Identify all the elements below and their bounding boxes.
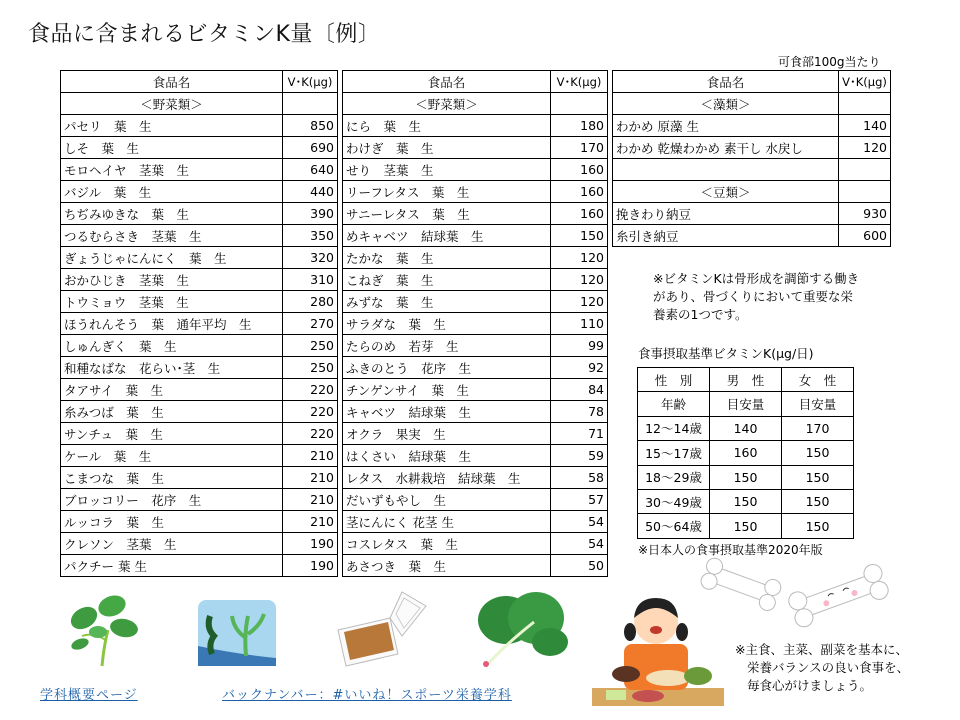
vk-value: 210 — [283, 511, 338, 533]
table-row — [343, 291, 608, 313]
header-vk-unit: V･K(μg) — [551, 71, 608, 93]
vk-value: 110 — [551, 313, 608, 335]
food-name: つるむらさき 茎葉 生 — [61, 225, 283, 247]
table-row — [613, 225, 891, 247]
table-row — [343, 335, 608, 357]
food-name: 糸みつば 葉 生 — [61, 401, 283, 423]
male-value: 150 — [710, 465, 782, 489]
bone-characters-illustration — [700, 554, 890, 634]
balanced-meal-line-2: 栄養バランスの良い食事を、 — [747, 660, 910, 675]
vk-value: 150 — [551, 225, 608, 247]
vk-value: 190 — [283, 555, 338, 577]
vk-value: 120 — [551, 291, 608, 313]
food-name: しゅんぎく 葉 生 — [61, 335, 283, 357]
table-row — [613, 137, 891, 159]
table-row — [343, 555, 608, 577]
food-name: 糸引き納豆 — [613, 225, 839, 247]
vitamin-k-table-1 — [60, 70, 338, 577]
vitamin-k-table-2 — [342, 70, 608, 577]
vk-value: 59 — [551, 445, 608, 467]
food-name: サニーレタス 葉 生 — [343, 203, 551, 225]
food-name: めキャベツ 結球葉 生 — [343, 225, 551, 247]
intake-source-note: ※日本人の食事摂取基準2020年版 — [638, 543, 823, 557]
table-row — [343, 489, 608, 511]
food-name: 茎にんにく 花茎 生 — [343, 511, 551, 533]
vk-value: 120 — [551, 247, 608, 269]
food-name: オクラ 果実 生 — [343, 423, 551, 445]
food-name: 和種なばな 花らい･茎 生 — [61, 357, 283, 379]
age: 12～14歳 — [638, 416, 710, 440]
vk-value: 160 — [551, 181, 608, 203]
vk-value: 210 — [283, 445, 338, 467]
food-name: たかな 葉 生 — [343, 247, 551, 269]
vk-value: 350 — [283, 225, 338, 247]
food-name: クレソン 茎葉 生 — [61, 533, 283, 555]
table-row — [61, 137, 338, 159]
header-age: 年齢 — [638, 392, 710, 416]
seaweed-illustration — [196, 598, 278, 670]
table-row — [613, 203, 891, 225]
table-header-row — [61, 71, 338, 93]
category-row — [613, 93, 891, 115]
table-row — [61, 533, 338, 555]
food-name: わかめ 原藻 生 — [613, 115, 839, 137]
food-name: ちぢみゆきな 葉 生 — [61, 203, 283, 225]
table-row — [343, 313, 608, 335]
food-name: パクチー 葉 生 — [61, 555, 283, 577]
female-value: 150 — [782, 489, 854, 513]
intake-header-row — [638, 368, 854, 392]
intake-row — [638, 416, 854, 440]
vk-value: 270 — [283, 313, 338, 335]
vk-value: 250 — [283, 335, 338, 357]
header-food-name: 食品名 — [61, 71, 283, 93]
category-beans: ＜豆類＞ — [613, 181, 839, 203]
table-row — [61, 379, 338, 401]
food-name: はくさい 結球葉 生 — [343, 445, 551, 467]
food-name: ぎょうじゃにんにく 葉 生 — [61, 247, 283, 269]
table-row — [61, 181, 338, 203]
table-row — [343, 203, 608, 225]
vk-value: 220 — [283, 379, 338, 401]
vk-value: 92 — [551, 357, 608, 379]
food-name: しそ 葉 生 — [61, 137, 283, 159]
food-name: せり 茎葉 生 — [343, 159, 551, 181]
vk-value: 390 — [283, 203, 338, 225]
vk-value: 690 — [283, 137, 338, 159]
table-row — [343, 247, 608, 269]
header-food-name: 食品名 — [343, 71, 551, 93]
male-value: 160 — [710, 441, 782, 465]
category-algae: ＜藻類＞ — [613, 93, 839, 115]
vk-value: 140 — [839, 115, 891, 137]
category-vegetables: ＜野菜類＞ — [61, 93, 283, 115]
table-header-row — [343, 71, 608, 93]
vk-value: 930 — [839, 203, 891, 225]
table-row — [61, 555, 338, 577]
header-male: 男 性 — [710, 368, 782, 392]
table-row — [343, 115, 608, 137]
age: 30～49歳 — [638, 489, 710, 513]
vk-value: 600 — [839, 225, 891, 247]
food-name: トウミョウ 茎葉 生 — [61, 291, 283, 313]
table-row — [343, 511, 608, 533]
table-row — [343, 357, 608, 379]
table-header-row — [613, 71, 891, 93]
vk-value: 50 — [551, 555, 608, 577]
vk-value: 640 — [283, 159, 338, 181]
table-row — [343, 445, 608, 467]
vk-value: 99 — [551, 335, 608, 357]
food-name: タアサイ 葉 生 — [61, 379, 283, 401]
header-male-adequate: 目安量 — [710, 392, 782, 416]
female-value: 150 — [782, 465, 854, 489]
category-vegetables: ＜野菜類＞ — [343, 93, 551, 115]
vk-value: 280 — [283, 291, 338, 313]
table-row — [343, 467, 608, 489]
table-row — [61, 401, 338, 423]
vk-value: 310 — [283, 269, 338, 291]
female-value: 150 — [782, 514, 854, 538]
table-row — [613, 115, 891, 137]
food-name: 挽きわり納豆 — [613, 203, 839, 225]
balanced-meal-line-3: 毎食心がけましょう。 — [747, 678, 873, 693]
vk-value: 58 — [551, 467, 608, 489]
food-name: にら 葉 生 — [343, 115, 551, 137]
table-row — [343, 137, 608, 159]
food-name: パセリ 葉 生 — [61, 115, 283, 137]
vk-value: 170 — [551, 137, 608, 159]
food-name: サンチュ 葉 生 — [61, 423, 283, 445]
age: 15～17歳 — [638, 441, 710, 465]
header-sex: 性 別 — [638, 368, 710, 392]
vk-value: 180 — [551, 115, 608, 137]
age: 50～64歳 — [638, 514, 710, 538]
food-name: たらのめ 若芽 生 — [343, 335, 551, 357]
table-row — [61, 269, 338, 291]
table-row — [343, 401, 608, 423]
category-row — [613, 181, 891, 203]
per-100g-note: 可食部100g当たり — [778, 55, 881, 69]
intake-row — [638, 465, 854, 489]
food-name: チンゲンサイ 葉 生 — [343, 379, 551, 401]
department-overview-link[interactable]: 学科概要ページ — [40, 688, 138, 703]
table-row — [61, 313, 338, 335]
table-row — [61, 445, 338, 467]
back-number-link[interactable]: バックナンバー：#いいね！スポーツ栄養学科 — [222, 688, 512, 703]
intake-standard-table — [637, 367, 854, 539]
food-name: こまつな 葉 生 — [61, 467, 283, 489]
intake-row — [638, 514, 854, 538]
vk-value: 78 — [551, 401, 608, 423]
vk-value: 54 — [551, 533, 608, 555]
vk-value: 71 — [551, 423, 608, 445]
vk-value: 160 — [551, 203, 608, 225]
table-row — [61, 159, 338, 181]
balanced-meal-line-1: ※主食、主菜、副菜を基本に、 — [735, 642, 908, 657]
table-row — [61, 357, 338, 379]
food-name: コスレタス 葉 生 — [343, 533, 551, 555]
food-name: レタス 水耕栽培 結球葉 生 — [343, 467, 551, 489]
vk-value: 54 — [551, 511, 608, 533]
food-name: モロヘイヤ 茎葉 生 — [61, 159, 283, 181]
vitamin-k-role-note: ※ビタミンKは骨形成を調節する働きがあり、骨づくりにおいて重要な栄養素の1つです。 — [653, 271, 860, 322]
food-name: おかひじき 茎葉 生 — [61, 269, 283, 291]
vk-value: 57 — [551, 489, 608, 511]
table-row — [61, 291, 338, 313]
food-name: ケール 葉 生 — [61, 445, 283, 467]
food-name: わけぎ 葉 生 — [343, 137, 551, 159]
vk-value: 210 — [283, 467, 338, 489]
food-name: ほうれんそう 葉 通年平均 生 — [61, 313, 283, 335]
header-vk-unit: V･K(μg) — [839, 71, 891, 93]
header-vk-unit: V･K(μg) — [283, 71, 338, 93]
food-name: ルッコラ 葉 生 — [61, 511, 283, 533]
vk-value: 84 — [551, 379, 608, 401]
table-row — [61, 423, 338, 445]
table-row — [343, 533, 608, 555]
food-name: キャベツ 結球葉 生 — [343, 401, 551, 423]
balanced-meal-note — [735, 641, 909, 695]
intake-subheader-row — [638, 392, 854, 416]
header-food-name: 食品名 — [613, 71, 839, 93]
vk-value: 160 — [551, 159, 608, 181]
food-name: バジル 葉 生 — [61, 181, 283, 203]
header-female-adequate: 目安量 — [782, 392, 854, 416]
vk-value: 210 — [283, 489, 338, 511]
male-value: 150 — [710, 514, 782, 538]
food-name: リーフレタス 葉 生 — [343, 181, 551, 203]
table-row — [343, 379, 608, 401]
female-value: 150 — [782, 441, 854, 465]
food-name: みずな 葉 生 — [343, 291, 551, 313]
empty-row — [613, 159, 891, 181]
male-value: 140 — [710, 416, 782, 440]
basil-leaves-illustration — [62, 590, 144, 668]
vk-value: 440 — [283, 181, 338, 203]
food-name: こねぎ 葉 生 — [343, 269, 551, 291]
age: 18～29歳 — [638, 465, 710, 489]
natto-pack-illustration — [330, 588, 430, 670]
intake-standard-title: 食事摂取基準ビタミンK(μg/日) — [638, 346, 814, 361]
table-row — [343, 269, 608, 291]
intake-row — [638, 489, 854, 513]
vitamin-k-table-3 — [612, 70, 891, 247]
table-row — [61, 203, 338, 225]
food-name: ふきのとう 花序 生 — [343, 357, 551, 379]
komatsuna-leaves-illustration — [476, 586, 572, 668]
table-row — [61, 467, 338, 489]
male-value: 150 — [710, 489, 782, 513]
table-row — [61, 115, 338, 137]
vk-value: 850 — [283, 115, 338, 137]
vk-value: 220 — [283, 401, 338, 423]
vk-value: 190 — [283, 533, 338, 555]
page-title: 食品に含まれるビタミンK量〔例〕 — [28, 22, 381, 47]
female-value: 170 — [782, 416, 854, 440]
vk-value: 220 — [283, 423, 338, 445]
table-row — [343, 159, 608, 181]
table-row — [61, 511, 338, 533]
vk-value: 250 — [283, 357, 338, 379]
table-row — [61, 489, 338, 511]
table-row — [343, 225, 608, 247]
table-row — [61, 225, 338, 247]
header-female: 女 性 — [782, 368, 854, 392]
food-name: わかめ 乾燥わかめ 素干し 水戻し — [613, 137, 839, 159]
table-row — [61, 335, 338, 357]
intake-row — [638, 441, 854, 465]
table-row — [343, 181, 608, 203]
category-row — [343, 93, 608, 115]
food-name: サラダな 葉 生 — [343, 313, 551, 335]
table-row — [343, 423, 608, 445]
food-name: だいずもやし 生 — [343, 489, 551, 511]
vk-value: 120 — [551, 269, 608, 291]
vk-value: 120 — [839, 137, 891, 159]
vk-value: 320 — [283, 247, 338, 269]
food-name: あさつき 葉 生 — [343, 555, 551, 577]
food-name: ブロッコリー 花序 生 — [61, 489, 283, 511]
table-row — [61, 247, 338, 269]
category-row — [61, 93, 338, 115]
